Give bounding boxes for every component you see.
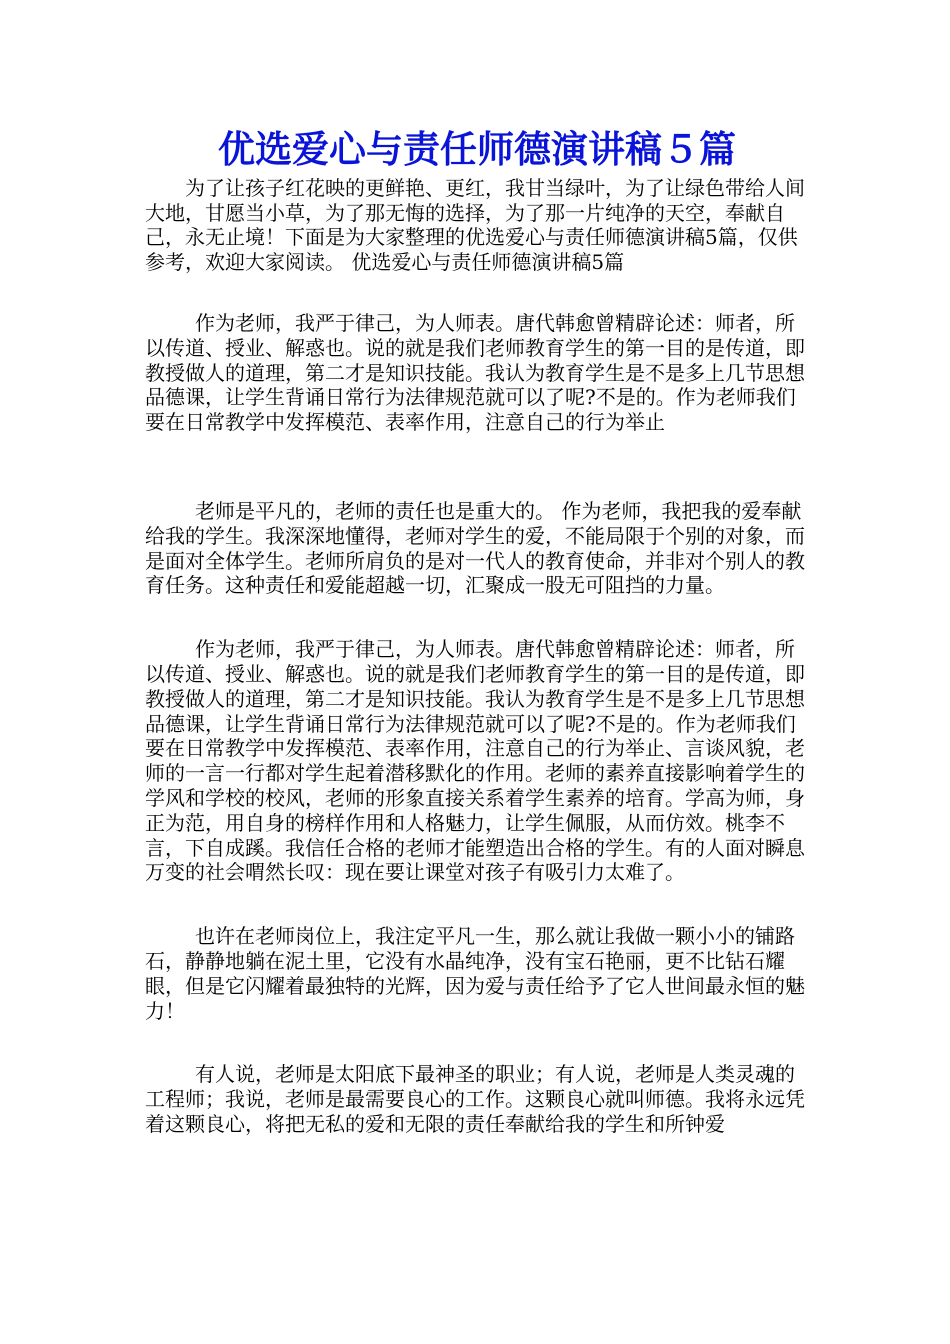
body-paragraph-1: 作为老师，我严于律己，为人师表。唐代韩愈曾精辟论述：师者，所以传道、授业、解惑也。说的就是我们老师教育学生的第一目的是传道，即教授做人的道理，第二才是知识技能。我认为教育学生是不是多上几节思想品德课，让学生背诵日常行为法律规范就可以了呢?不是的。作为老师我们要在日常教学中发挥模范、表率作用，注意自己的行为举止 bbox=[145, 311, 805, 435]
intro-paragraph: 为了让孩子红花映的更鲜艳、更红，我甘当绿叶，为了让绿色带给人间大地，甘愿当小草，为了那无悔的选择，为了那一片纯净的天空，奉献自己，永无止境！下面是为大家整理的优选爱心与责任师德演讲稿5篇，仅供参考，欢迎大家阅读。 优选爱心与责任师德演讲稿5篇 bbox=[145, 176, 805, 274]
body-paragraph-4: 也许在老师岗位上，我注定平凡一生，那么就让我做一颗小小的铺路石，静静地躺在泥土里，它没有水晶纯净，没有宝石艳丽，更不比钻石耀眼，但是它闪耀着最独特的光辉，因为爱与责任给予了它人世间最永恒的魅力！ bbox=[145, 924, 805, 1023]
body-paragraph-2: 老师是平凡的，老师的责任也是重大的。 作为老师，我把我的爱奉献给我的学生。我深深地懂得，老师对学生的爱，不能局限于个别的对象，而是面对全体学生。老师所肩负的是对一代人的教育使命，并非对个别人的教育任务。这种责任和爱能超越一切，汇聚成一股无可阻挡的力量。 bbox=[145, 498, 805, 598]
body-paragraph-5: 有人说，老师是太阳底下最神圣的职业；有人说，老师是人类灵魂的工程师；我说，老师是最需要良心的工作。这颗良心就叫师德。我将永远凭着这颗良心，将把无私的爱和无限的责任奉献给我的学生和所钟爱 bbox=[145, 1062, 805, 1136]
document-title: 优选爱心与责任师德演讲稿５篇 bbox=[218, 127, 736, 171]
document-page bbox=[145, 122, 809, 1137]
body-paragraph-3: 作为老师，我严于律己，为人师表。唐代韩愈曾精辟论述：师者，所以传道、授业、解惑也。说的就是我们老师教育学生的第一目的是传道，即教授做人的道理，第二才是知识技能。我认为教育学生是不是多上几节思想品德课，让学生背诵日常行为法律规范就可以了呢?不是的。作为老师我们要在日常教学中发挥模范、表率作用，注意自己的行为举止、言谈风貌，老师的一言一行都对学生起着潜移默化的作用。老师的素养直接影响着学生的学风和学校的校风，老师的形象直接关系着学生素养的培育。学高为师，身正为范，用自身的榜样作用和人格魅力，让学生佩服，从而仿效。桃李不言，下自成蹊。我信任合格的老师才能塑造出合格的学生。有的人面对瞬息万变的社会喟然长叹：现在要让课堂对孩子有吸引力太难了。 bbox=[145, 637, 805, 885]
